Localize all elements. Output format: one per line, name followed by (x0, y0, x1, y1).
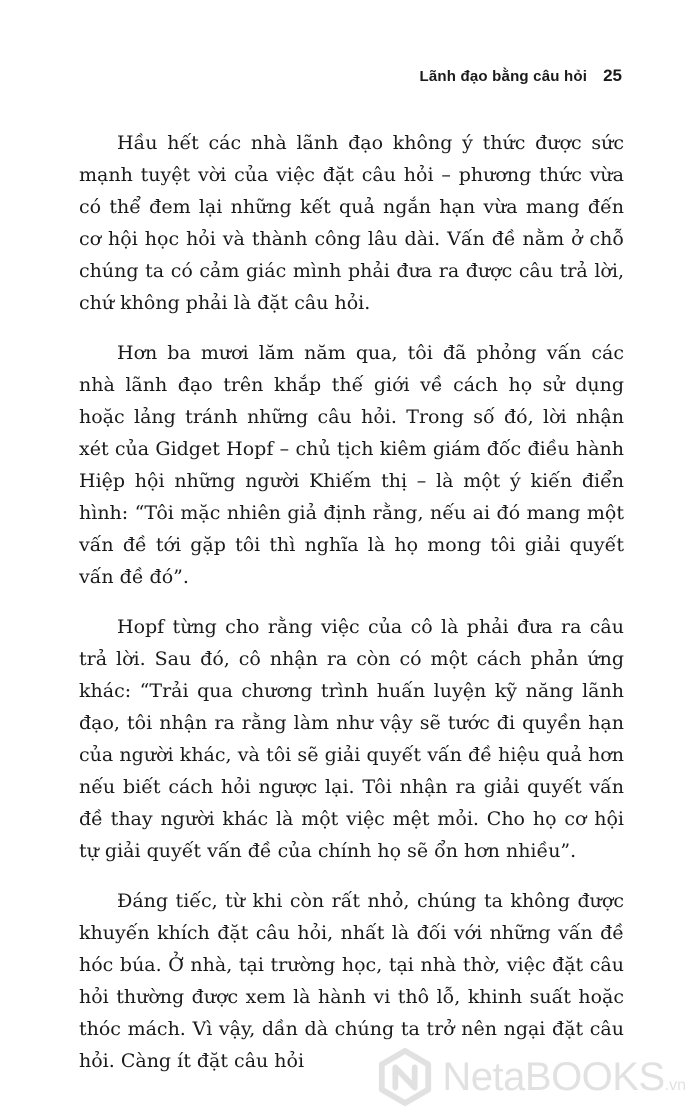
paragraph-4: Đáng tiếc, từ khi còn rất nhỏ, chúng ta không được khuyến khích đặt câu hỏi, nhất là đối với những vấn đề hóc búa. Ở nhà, tại trường học, tại nhà thờ, việc đặt câu hỏi thường được xem là hành vi thô lỗ, khinh suất hoặc thóc mách. Vì vậy, dần dà chúng ta trở nên ngại đặt câu hỏi. Càng ít đặt câu hỏi (79, 890, 624, 1072)
paragraph-2: Hơn ba mươi lăm năm qua, tôi đã phỏng vấn các nhà lãnh đạo trên khắp thế giới về cách họ sử dụng hoặc lảng tránh những câu hỏi. Trong số đó, lời nhận xét của Gidget Hopf – chủ tịch kiêm giám đốc điều hành Hiệp hội những người Khiếm thị – là một ý kiến điển hình: “Tôi mặc nhiên giả định rằng, nếu ai đó mang một vấn đề tới gặp tôi thì nghĩa là họ mong tôi giải quyết vấn đề đó”. (79, 342, 624, 588)
watermark-text (442, 1055, 686, 1100)
running-title: Lãnh đạo bằng câu hỏi (419, 68, 588, 85)
paragraph-3: Hopf từng cho rằng việc của cô là phải đưa ra câu trả lời. Sau đó, cô nhận ra còn có một cách phản ứng khác: “Trải qua chương trình huấn luyện kỹ năng lãnh đạo, tôi nhận ra rằng làm như vậy sẽ tước đi quyền hạn của người khác, và tôi sẽ giải quyết vấn đề hiệu quả hơn nếu biết cách hỏi ngược lại. Tôi nhận ra giải quyết vấn đề thay người khác là một việc mệt mỏi. Cho họ cơ hội tự giải quyết vấn đề của chính họ sẽ ổn hơn nhiều”. (79, 616, 624, 862)
page-header (420, 66, 622, 86)
watermark (376, 1048, 686, 1106)
watermark-brand: NetaBOOKS (442, 1054, 665, 1099)
neta-n-logo-icon (376, 1048, 434, 1106)
watermark-suffix: .vn (664, 1076, 686, 1094)
page-number: 25 (603, 66, 622, 85)
body-text (79, 127, 624, 1095)
paragraph-1: Hầu hết các nhà lãnh đạo không ý thức được sức mạnh tuyệt vời của việc đặt câu hỏi – phương thức vừa có thể đem lại những kết quả ngắn hạn vừa mang đến cơ hội học hỏi và thành công lâu dài. Vấn đề nằm ở chỗ chúng ta có cảm giác mình phải đưa ra được câu trả lời, chứ không phải là đặt câu hỏi. (79, 132, 624, 314)
